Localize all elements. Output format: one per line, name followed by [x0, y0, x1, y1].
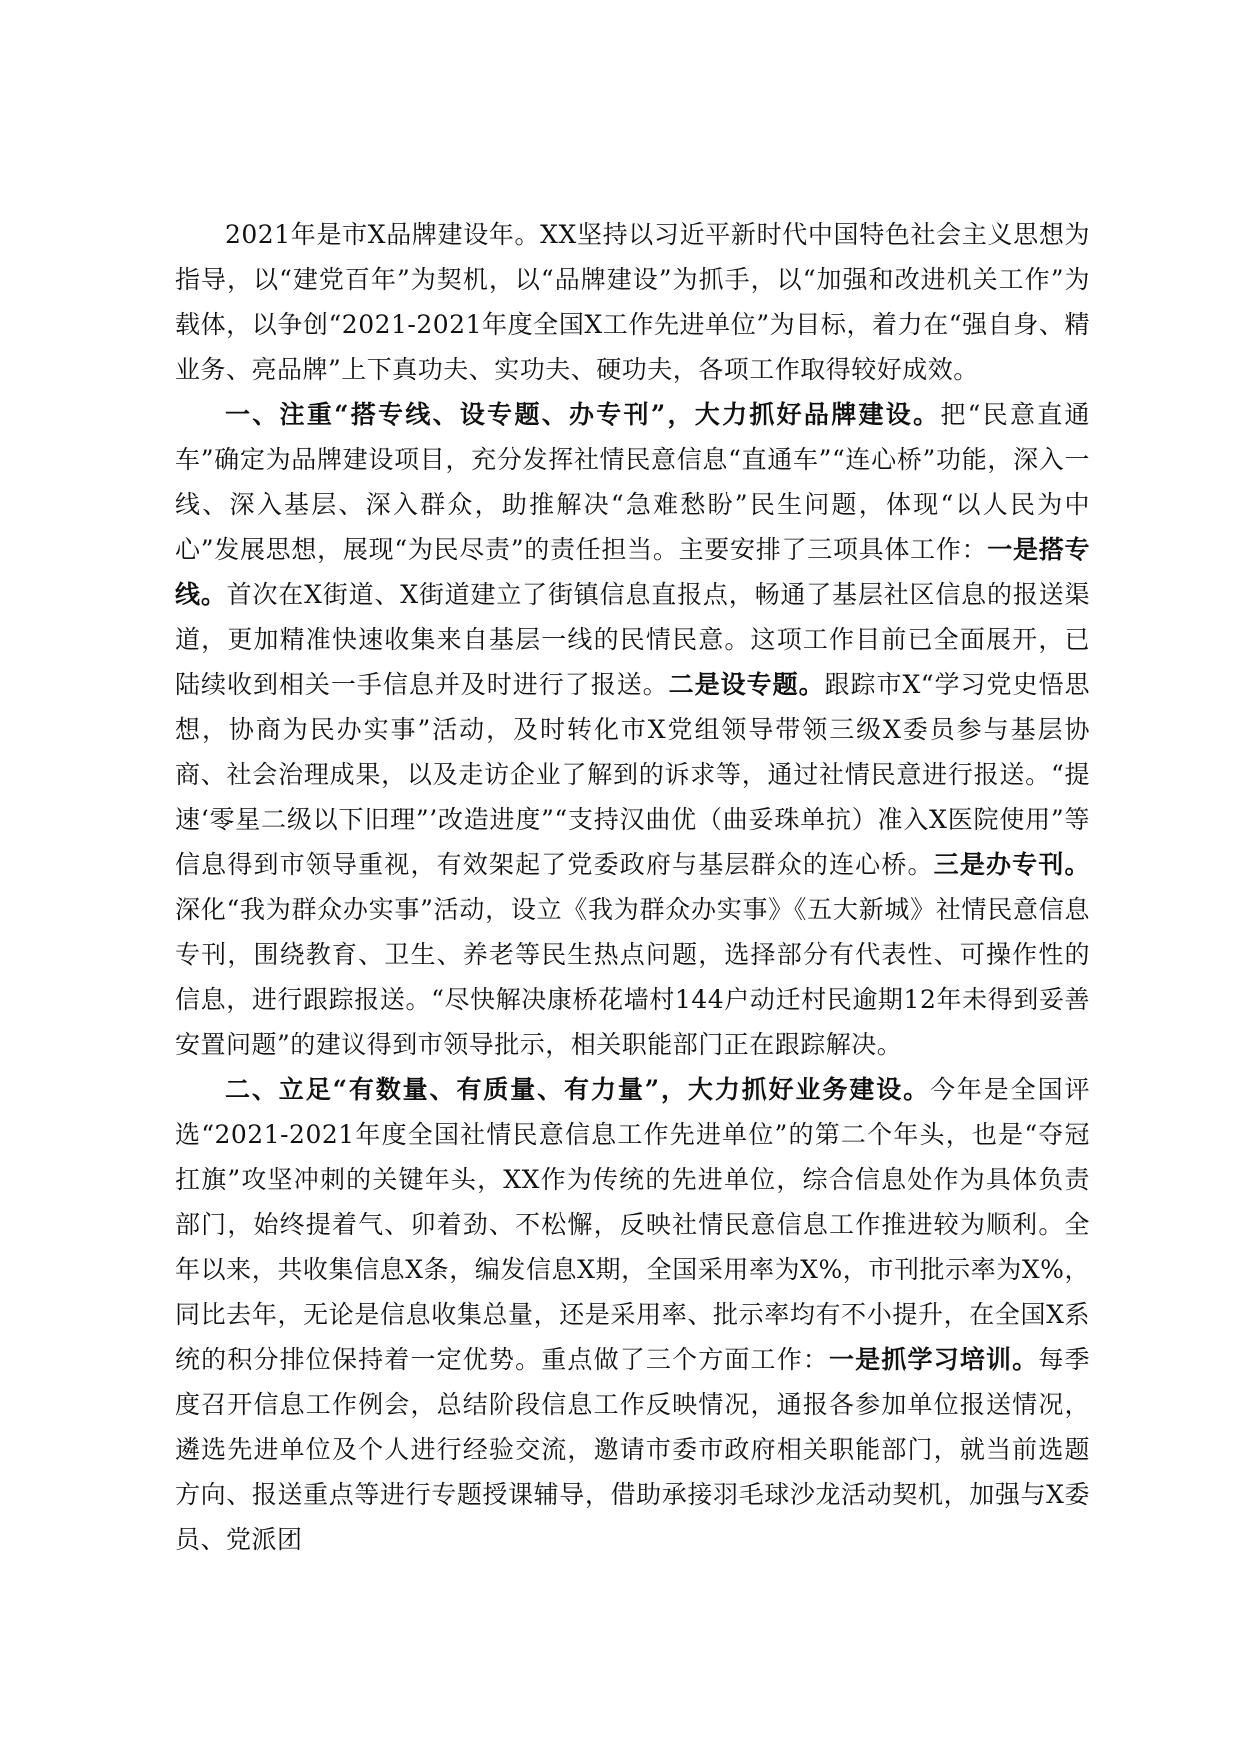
- section-two-heading: 二、立足“有数量、有质量、有力量”，大力抓好业务建设。: [225, 1075, 930, 1104]
- section-one-point-2-label: 二是设专题。: [668, 670, 825, 699]
- section-one-point-3-label: 三是办专刊。: [933, 850, 1090, 879]
- paragraph-section-one: [175, 392, 1090, 1067]
- section-one-heading: 一、注重“搭专线、设专题、办专刊”，大力抓好品牌建设。: [225, 400, 941, 429]
- section-one-point-3-text: 深化“我为群众办实事”活动，设立《我为群众办实事》《五大新城》社情民意信息专刊，围绕教育、卫生、养老等民生热点问题，选择部分有代表性、可操作性的信息，进行跟踪报送。“尽快解决康桥花墙村144户动迁村民逾期12年未得到妥善安置问题”的建议得到市领导批示，相关职能部门正在跟踪解决。: [175, 895, 1090, 1059]
- document-body: [175, 212, 1090, 1562]
- section-two-body: 今年是全国评选“2021-2021年度全国社情民意信息工作先进单位”的第二个年头，也是“夺冠扛旗”攻坚冲刺的关键年头，XX作为传统的先进单位，综合信息处作为具体负责部门，始终提着气、卯着劲、不松懈，反映社情民意信息工作推进较为顺利。全年以来，共收集信息X条，编发信息X期，全国采用率为X%，市刊批示率为X%，同比去年，无论是信息收集总量，还是采用率、批示率均有不小提升，在全国X系统的积分排位保持着一定优势。重点做了三个方面工作：: [175, 1075, 1090, 1374]
- section-two-point-1-label: 一是抓学习培训。: [829, 1345, 1039, 1374]
- section-one-point-1-text: 首次在X街道、X街道建立了街镇信息直报点，畅通了基层社区信息的报送渠道，更加精准快速收集来自基层一线的民情民意。这项工作目前已全面展开，已陆续收到相关一手信息并及时进行了报送。: [175, 580, 1090, 699]
- paragraph-section-two: [175, 1067, 1090, 1562]
- section-one-point-2-text: 跟踪市X“学习党史悟思想，协商为民办实事”活动，及时转化市X党组领导带领三级X委员参与基层协商、社会治理成果，以及走访企业了解到的诉求等，通过社情民意进行报送。“提速‘零星二级以下旧理”’改造进度”“支持汉曲优（曲妥珠单抗）准入X医院使用”等信息得到市领导重视，有效架起了党委政府与基层群众的连心桥。: [175, 670, 1090, 879]
- section-one-body: 把“民意直通车”确定为品牌建设项目，充分发挥社情民意信息“直通车”“连心桥”功能，深入一线、深入基层、深入群众，助推解决“急难愁盼”民生问题，体现“以人民为中心”发展思想，展现“为民尽责”的责任担当。主要安排了三项具体工作：: [175, 400, 1091, 564]
- section-two-point-1-text: 每季度召开信息工作例会，总结阶段信息工作反映情况，通报各参加单位报送情况，遴选先进单位及个人进行经验交流，邀请市委市政府相关职能部门，就当前选题方向、报送重点等进行专题授课辅导，借助承接羽毛球沙龙活动契机，加强与X委员、党派团: [175, 1345, 1090, 1554]
- intro-text: 2021年是市X品牌建设年。XX坚持以习近平新时代中国特色社会主义思想为指导，以“建党百年”为契机，以“品牌建设”为抓手，以“加强和改进机关工作”为载体，以争创“2021-2021年度全国X工作先进单位”为目标，着力在“强自身、精业务、亮品牌”上下真功夫、实功夫、硬功夫，各项工作取得较好成效。: [175, 220, 1090, 384]
- paragraph-intro: [175, 212, 1090, 392]
- section-one-point-1-label: 一是搭专线。: [175, 535, 1090, 609]
